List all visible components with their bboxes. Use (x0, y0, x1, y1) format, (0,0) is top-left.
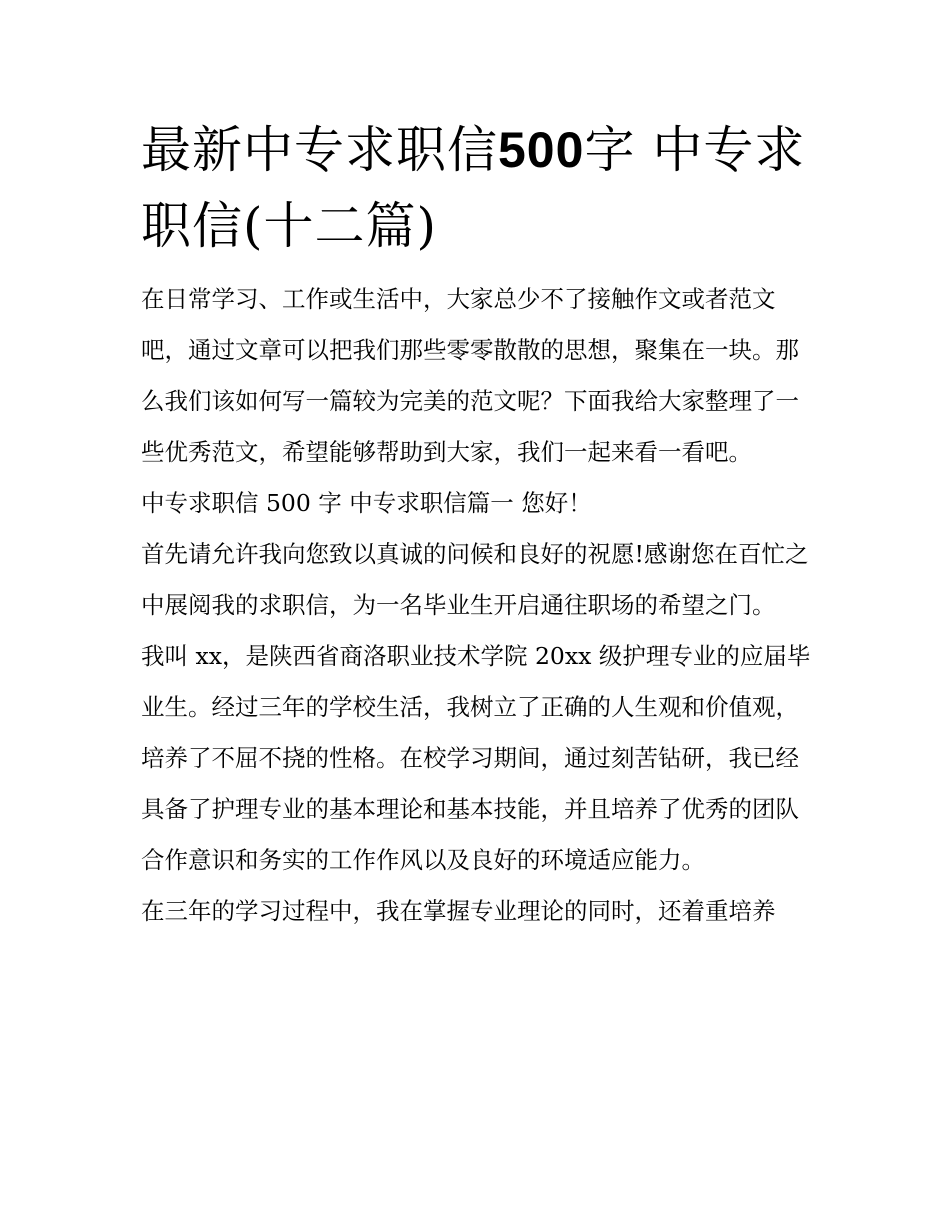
title-number: 500 (498, 122, 585, 178)
title-text-2: 字 中专求 (584, 121, 806, 179)
document-body (141, 112, 811, 937)
body-paragraph: 在三年的学习过程中，我在掌握专业理论的同时，还着重培养 (141, 897, 776, 925)
body-paragraph: 首先请允许我向您致以真诚的问候和良好的祝愿!感谢您在百忙之中展阅我的求职信，为一名毕业生开启通往职场的希望之门。 (141, 540, 809, 619)
intro-paragraph: 在日常学习、工作或生活中，大家总少不了接触作文或者范文吧，通过文章可以把我们那些零零散散的思想，聚集在一块。那么我们该如何写一篇较为完美的范文呢？下面我给大家整理了一些优秀范文，希望能够帮助到大家，我们一起来看一看吧。 (141, 285, 799, 466)
title-text-3: 职信(十二篇) (141, 197, 438, 255)
body-paragraph: 我叫 xx，是陕西省商洛职业技术学院 20xx 级护理专业的应届毕业生。经过三年的学校生活，我树立了正确的人生观和价值观，培养了不屈不挠的性格。在校学习期间，通过刻苦钻研，我已经具备了护理专业的基本理论和基本技能，并且培养了优秀的团队合作意识和务实的工作作风以及良好的环境适应能力。 (141, 642, 811, 874)
title-text-1: 最新中专求职信 (141, 121, 498, 179)
document-title (141, 112, 811, 264)
section-heading: 中专求职信 500 字 中专求职信篇一 您好！ (141, 489, 592, 517)
